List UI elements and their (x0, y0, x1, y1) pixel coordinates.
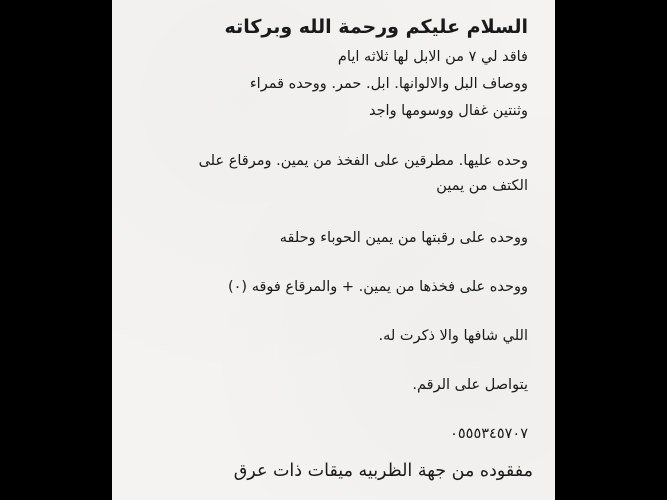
note-line-markings: وثنتين غفال ووسومها واجد (368, 103, 528, 119)
note-line-missing-camels: فاقد لي ٧ من الابل لها ثلاثه ايام (337, 49, 528, 65)
phone-number: ٠٥٥٥٣٤٥٧٠٧ (450, 426, 528, 442)
note-line-shoulder-mark: الكتف من يمين (436, 178, 528, 194)
note-line-description-colors: ووصاف البل والالوانها. ابل. حمر. ووحده قمراء (249, 76, 528, 92)
note-card (112, 0, 555, 500)
footer-location: مفقوده من جهة الظربيه ميقات ذات عرق (233, 461, 533, 481)
note-line-thigh-mark: وحده عليها. مطرقين على الفخذ من يمين. ومرقاع على (198, 153, 528, 169)
note-line-thigh-mark-2: ووحده على فخذها من يمين. + والمرقاع فوقه (٠) (227, 279, 528, 295)
greeting-title: السلام عليكم ورحمة الله وبركاته (224, 16, 528, 38)
note-line-contact: يتواصل على الرقم. (412, 377, 528, 393)
note-line-whoever-saw: اللي شافها والا ذكرت له. (378, 328, 528, 344)
note-line-neck-mark: ووحده على رقبتها من يمين الحوباء وحلقه (279, 230, 528, 246)
